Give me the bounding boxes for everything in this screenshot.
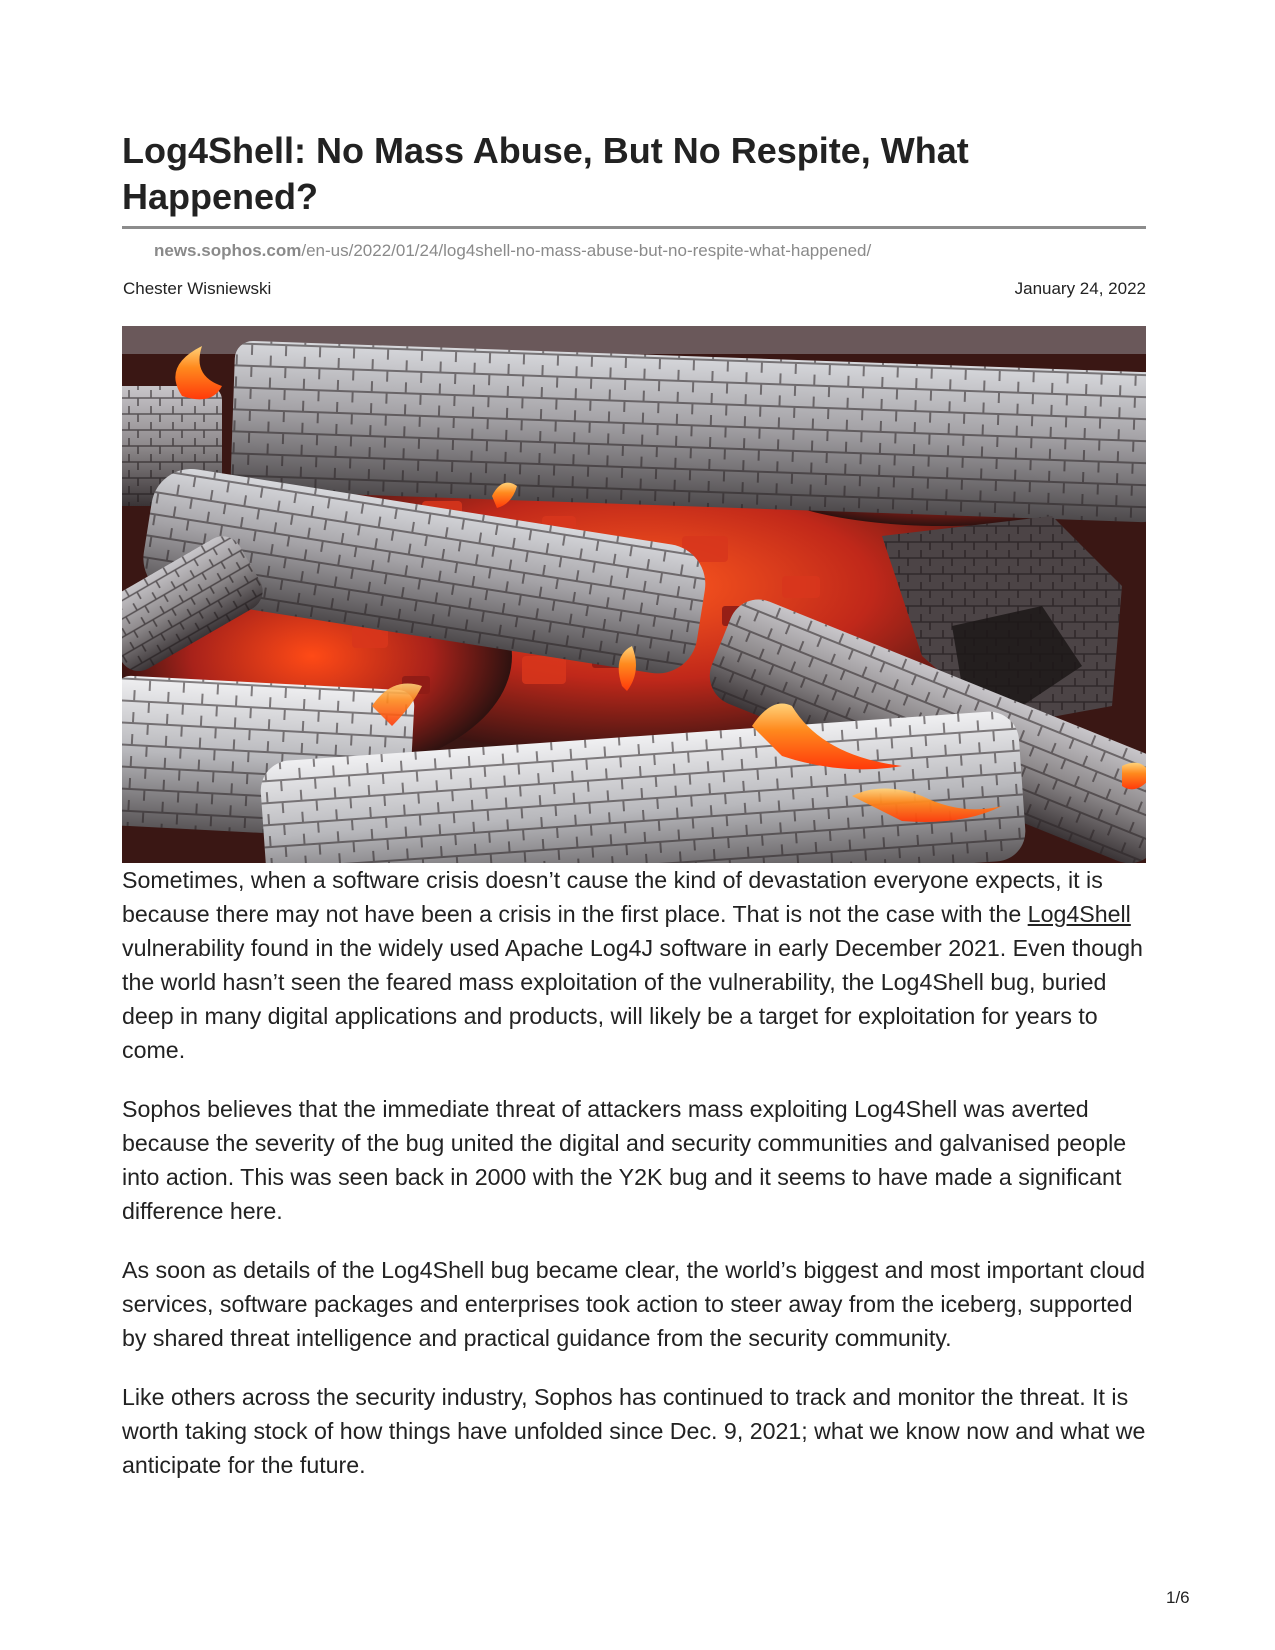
publish-date: January 24, 2022 (1014, 279, 1146, 298)
hero-image-embers (122, 326, 1146, 863)
author-name: Chester Wisniewski (123, 279, 272, 298)
article-title: Log4Shell: No Mass Abuse, But No Respite, What Happened? (122, 130, 969, 217)
log4shell-link[interactable]: Log4Shell (1027, 901, 1131, 927)
article-paragraph-1 (122, 863, 1146, 1067)
source-url-domain: news.sophos.com (154, 241, 302, 260)
byline (122, 278, 1146, 300)
page-number: 1/6 (1166, 1588, 1190, 1607)
article-body (122, 863, 1146, 1507)
source-url-link[interactable] (154, 240, 871, 262)
paragraph-1-text-after: vulnerability found in the widely used Apache Log4J software in early December 2021. Even though the world hasn’t seen the feared mass exploitation of the vulnerability, the Log4Shell bug, buried deep in many digital applications and products, will likely be a target for exploitation for years to come. (122, 935, 1143, 1063)
title-divider (122, 226, 1146, 229)
source-url-path: /en-us/2022/01/24/log4shell-no-mass-abuse-but-no-respite-what-happened/ (301, 241, 872, 260)
article-paragraph-2: Sophos believes that the immediate threat of attackers mass exploiting Log4Shell was averted because the severity of the bug united the digital and security communities and galvanised people into action. This was seen back in 2000 with the Y2K bug and it seems to have made a significant difference here. (122, 1096, 1127, 1224)
article-paragraph-3: As soon as details of the Log4Shell bug became clear, the world’s biggest and most important cloud services, software packages and enterprises took action to steer away from the iceberg, supported by shared threat intelligence and practical guidance from the security community. (122, 1257, 1146, 1351)
article-paragraph-4: Like others across the security industry, Sophos has continued to track and monitor the threat. It is worth taking stock of how things have unfolded since Dec. 9, 2021; what we know now and what we anticipate for the future. (122, 1384, 1146, 1478)
paragraph-1-text-before: Sometimes, when a software crisis doesn’t cause the kind of devastation everyone expects, it is because there may not have been a crisis in the first place. That is not the case with the (122, 867, 1103, 927)
